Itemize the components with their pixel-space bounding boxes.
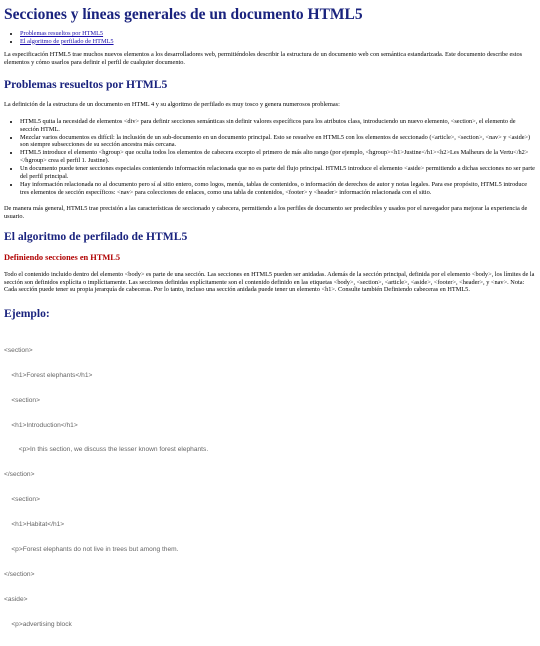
list-item: • Hay información relacionada no al documento pero sí al sitio entero, como logos, menús, tablas de contenidos, o información de derechos de autor y notas legales. Para ese propósito, HTML5 introduce tres elementos de sección específicos: <nav> para colecciones de enlaces, como una tabla de contenidos, <footer> y <header> información relacionada con el sitio.: [20, 181, 536, 197]
problems-list: [4, 118, 536, 197]
code-line: <p>In this section, we discuss the lesser known forest elephants.: [4, 446, 209, 454]
code-line: <h1>Introduction</h1>: [4, 421, 78, 429]
code-line: <h1>Forest elephants</h1>: [4, 371, 93, 379]
subsection-heading-defining-sections: Definiendo secciones en HTML5: [4, 252, 121, 262]
toc-item: [20, 30, 536, 38]
toc-link-problems[interactable]: Problemas resueltos por HTML5: [20, 30, 104, 37]
list-item: • Un documento puede tener secciones especiales conteniendo información relacionada que no es parte del flujo principal. HTML5 introduce el elemento <aside> permitiendo a dichas secciones no ser parte del perfil principal.: [20, 165, 536, 181]
code-line: </section>: [4, 471, 35, 479]
algorithm-paragraph: Todo el contenido incluido dentro del elemento <body> es parte de una sección. Las secciones en HTML5 pueden ser anidadas. Además de la sección principal, definida por el elemento <body>, los límites de la sección son definidos explícita o implícitamente. Las secciones definidas explícitamente son el contenido definido en las etiquetas <body>, <section>, <article>, <aside>, <footer>, <header>, y <nav>. Nota: Cada sección puede tener su propia jerarquía de cabeceras. Por lo tanto, incluso una sección anidada puede tener un elemento <h1>. Consulte también Definiendo cabeceras en HTML5.: [4, 270, 535, 294]
code-line: </section>: [4, 570, 35, 578]
section-heading-algorithm: El algoritmo de perfilado de HTML5: [4, 229, 188, 243]
list-item: • HTML5 quita la necesidad de elementos <div> para definir secciones semánticas sin definir valores específicos para los atributos class, introduciendo un nuevo elemento, <section>, el elemento de sección HTML.: [20, 118, 536, 134]
code-line: <section>: [4, 496, 40, 504]
section-heading-example: Ejemplo:: [4, 307, 50, 321]
list-item: • Mezclar varios documentos es difícil: la inclusión de un sub-documento en un documento principal. Esto se resuelve en HTML5 con los elementos de seccionado (<article>, <section>, <nav> y <aside>) son siempre subsecciones de su sección ancestra más cercana.: [20, 134, 536, 150]
page-title: Secciones y líneas generales de un documento HTML5: [4, 6, 363, 23]
code-line: <p>Forest elephants do not live in trees but among them.: [4, 546, 179, 554]
toc-item: [20, 38, 536, 46]
problems-lead: La definición de la estructura de un documento en HTML 4 y su algoritmo de perfilado es muy tosco y genera numerosos problemas:: [4, 100, 340, 108]
list-item: • HTML5 introduce el elemento <hgroup> que oculta todos los elementos de cabecera excepto el primero de más alto rango (por ejemplo, <hgroup><h1>Justine</h1><h2>Les Malheurs de la Vertu</h2></hgroup> crea el perfil 1. Justine).: [20, 149, 536, 165]
table-of-contents: [4, 30, 536, 45]
section-heading-problems: Problemas resueltos por HTML5: [4, 77, 168, 91]
toc-link-algorithm[interactable]: El algoritmo de perfilado de HTML5: [20, 37, 114, 45]
intro-paragraph: La especificación HTML5 trae muchos nuevos elementos a los desarrolladores web, permitiéndoles describir la estructura de un documento web con semántica estandarizada. Este documento describe estos elementos y cómo usarlos para definir el perfil de cualquier documento.: [4, 51, 523, 66]
code-line: <aside>: [4, 595, 28, 603]
code-line: <p>advertising block: [4, 620, 72, 628]
problems-closing: De manera más general, HTML5 trae precisión a las características de seccionado y cabecera, permitiendo a los perfiles de documento ser predecibles y usados por el navegador para mejorar la experiencia de usuario.: [4, 204, 528, 220]
code-line: <section>: [4, 346, 33, 354]
code-example: [4, 330, 536, 645]
code-line: <section>: [4, 396, 40, 404]
code-line: <h1>Habitat</h1>: [4, 521, 65, 529]
